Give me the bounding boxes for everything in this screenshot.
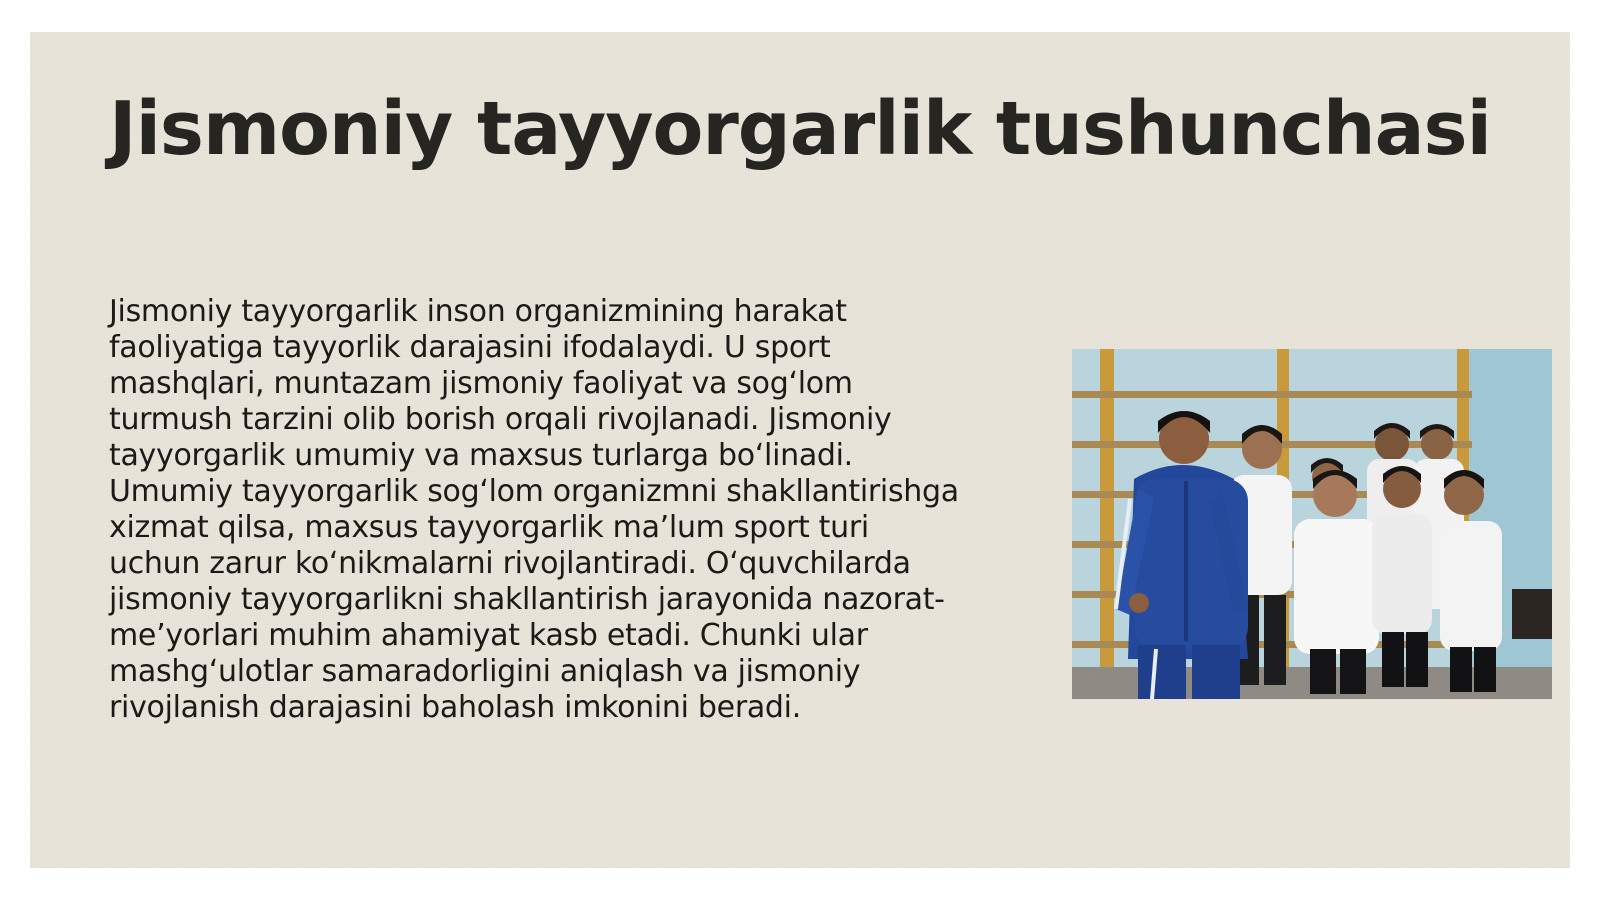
slide bbox=[30, 32, 1570, 868]
slide-title: Jismoniy tayyorgarlik tushunchasi bbox=[109, 86, 1491, 172]
gym-class-photo bbox=[1072, 349, 1552, 699]
slide-body-text: Jismoniy tayyorgarlik inson organizmining harakat faoliyatiga tayyorlik darajasini ifodalaydi. U sport mashqlari, muntazam jismoniy faoliyat va sog‘lom turmush tarzini olib borish orqali rivojlanadi. Jismoniy tayyorgarlik umumiy va maxsus turlarga bo‘linadi. Umumiy tayyorgarlik sog‘lom organizmni shakllantirishga xizmat qilsa, maxsus tayyorgarlik ma’lum sport turi uchun zarur ko‘nikmalarni rivojlantiradi. O‘quvchilarda jismoniy tayyorgarlikni shakllantirish jarayonida nazorat-me’yorlari muhim ahamiyat kasb etadi. Chunki ular mashg‘ulotlar samaradorligini aniqlash va jismoniy rivojlanish darajasini baholash imkonini beradi. bbox=[109, 294, 959, 725]
